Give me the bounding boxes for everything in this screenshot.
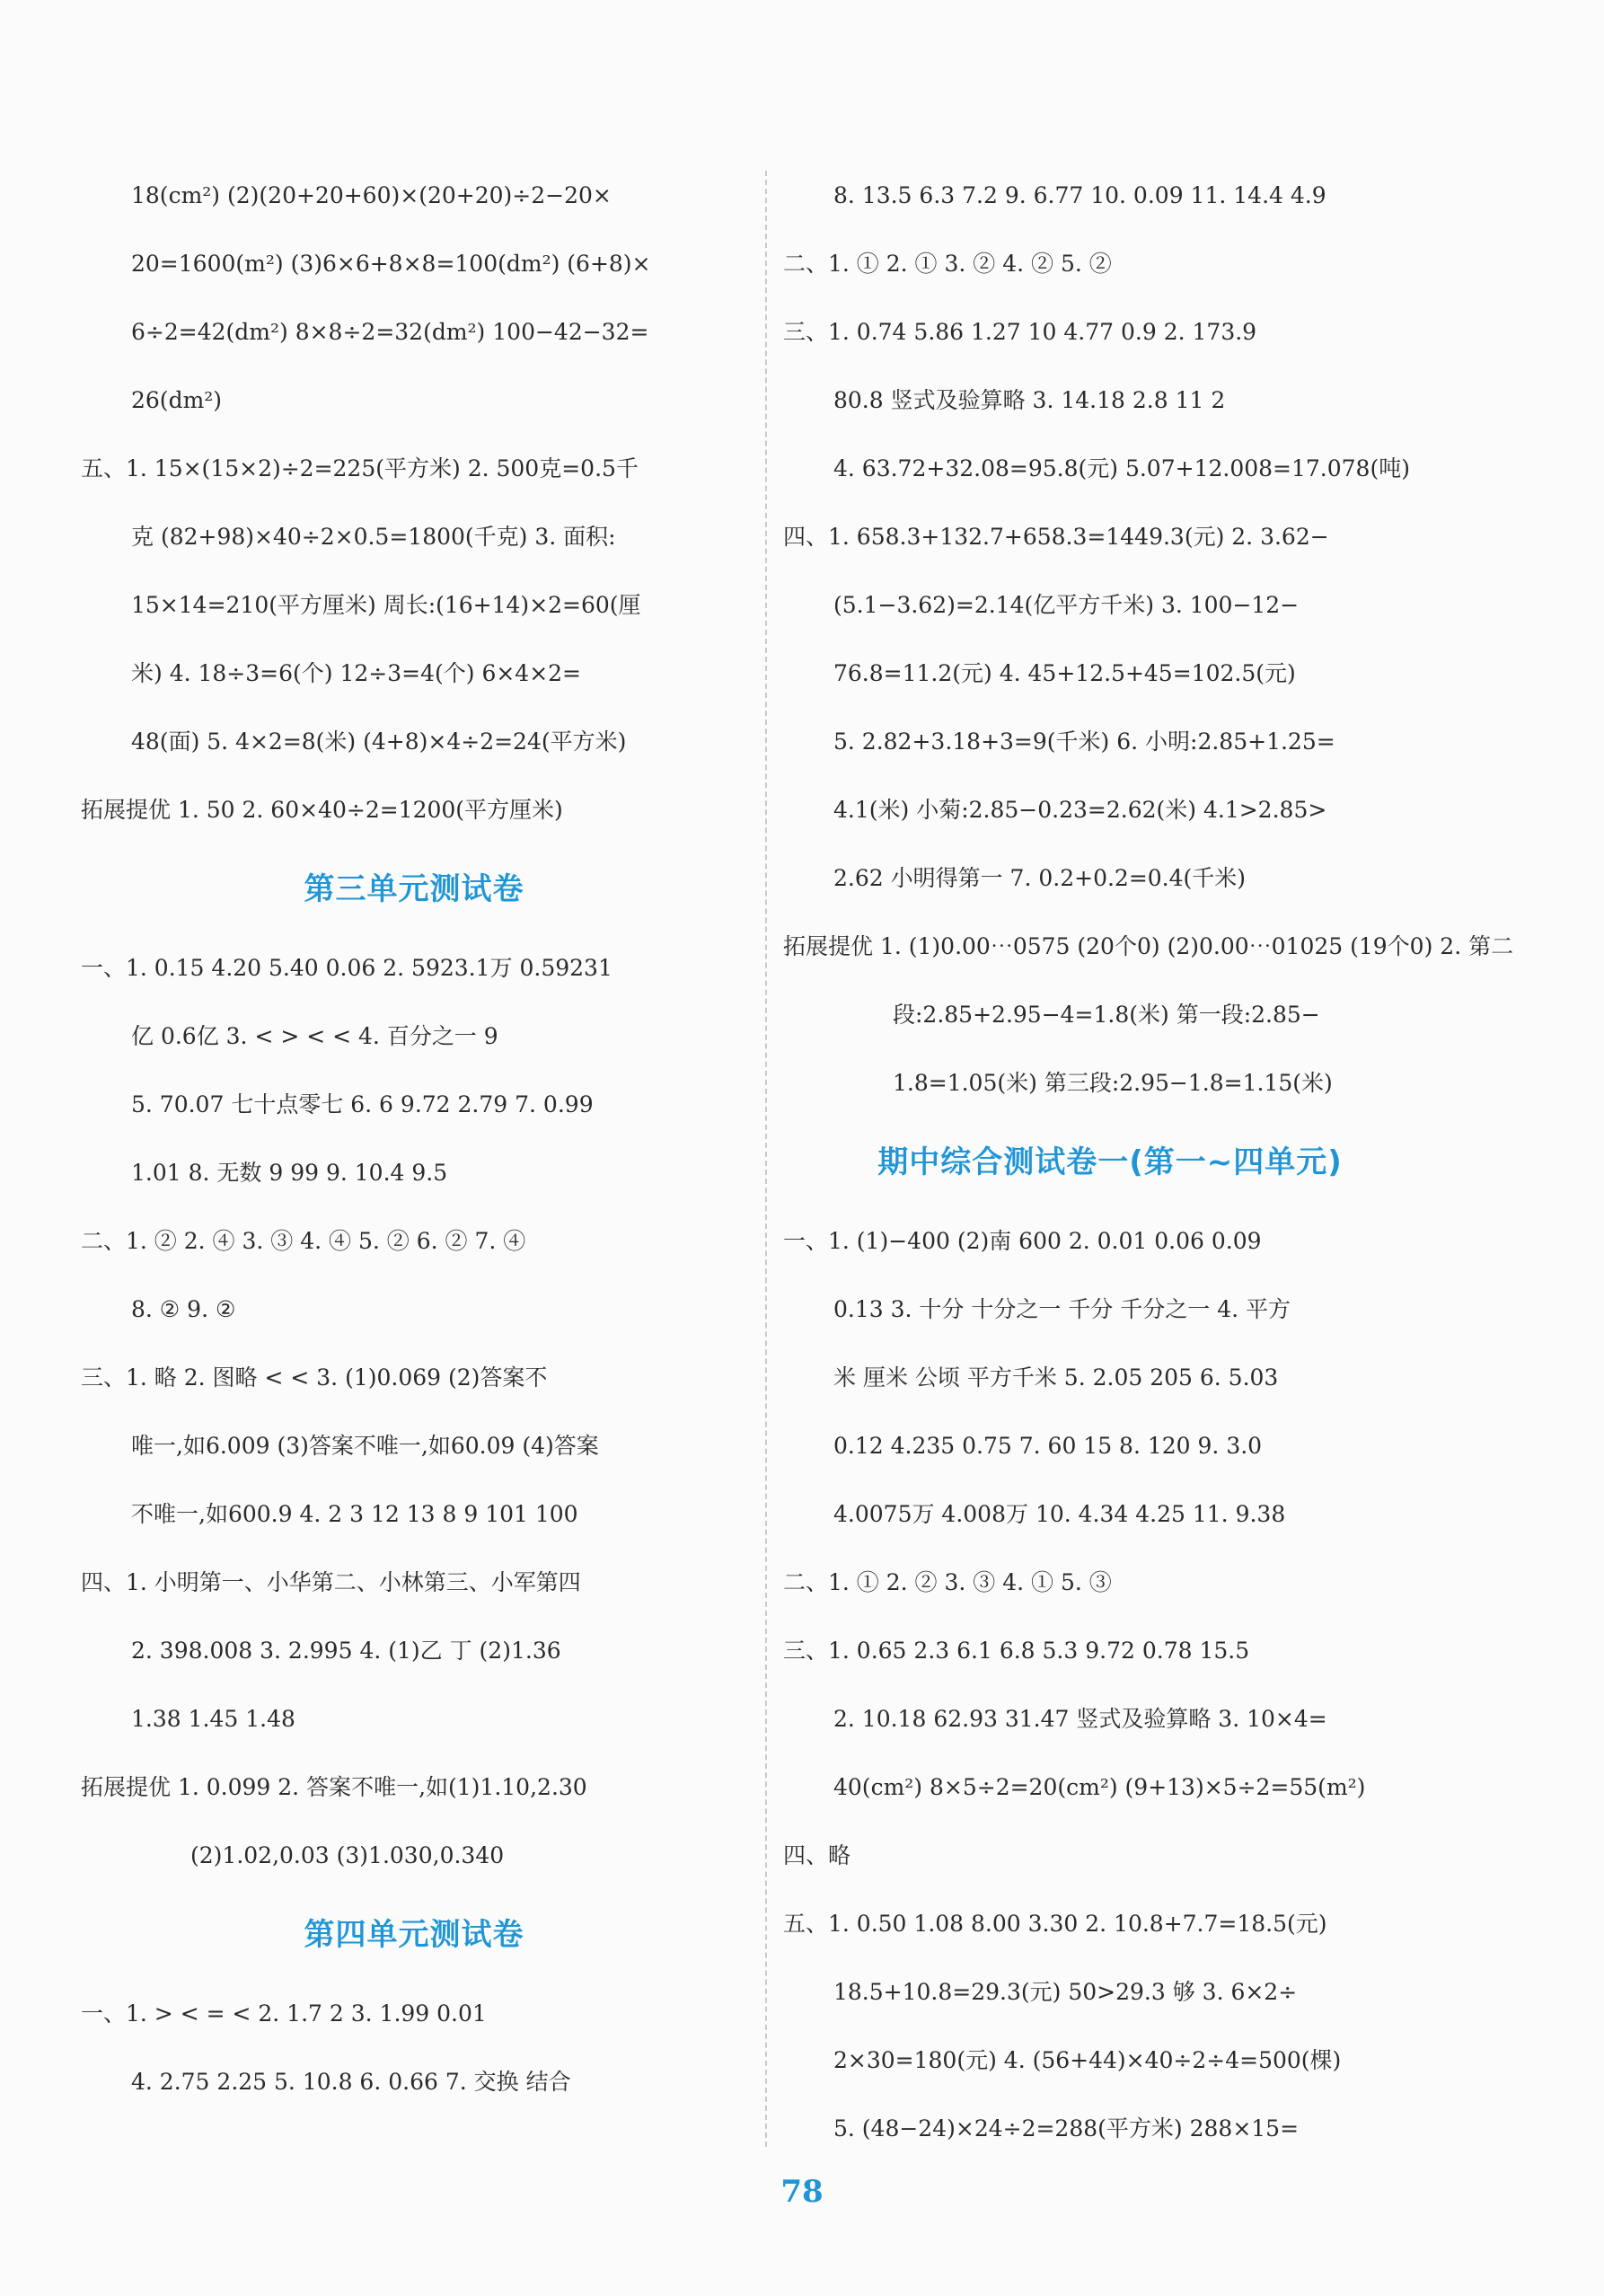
answer-line: 0.12 4.235 0.75 7. 60 15 8. 120 9. 3.0 (833, 1433, 1263, 1459)
answer-line: 8. 13.5 6.3 7.2 9. 6.77 10. 0.09 11. 14.4 4.9 (833, 182, 1326, 208)
answer-line: 三、1. 0.74 5.86 1.27 10 4.77 0.9 2. 173.9 (783, 319, 1257, 345)
answer-line: 40(cm²) 8×5÷2=20(cm²) (9+13)×5÷2=55(m²) (833, 1774, 1366, 1800)
answer-line: 克 (82+98)×40÷2×0.5=1800(千克) 3. 面积: (131, 524, 616, 550)
answer-line: 5. (48−24)×24÷2=288(平方米) 288×15= (833, 2115, 1300, 2141)
answer-line: 亿 0.6亿 3. < > < < 4. 百分之一 9 (131, 1023, 498, 1049)
answer-line: 三、1. 0.65 2.3 6.1 6.8 5.3 9.72 0.78 15.5 (783, 1638, 1250, 1664)
answer-line: 四、略 (783, 1842, 851, 1868)
answer-line: 80.8 竖式及验算略 3. 14.18 2.8 11 2 (833, 387, 1226, 413)
answer-line: 5. 70.07 七十点零七 6. 6 9.72 2.79 7. 0.99 (131, 1091, 594, 1117)
answer-line: 76.8=11.2(元) 4. 45+12.5+45=102.5(元) (833, 660, 1296, 686)
answer-line: 4.0075万 4.008万 10. 4.34 4.25 11. 9.38 (833, 1501, 1286, 1527)
answer-line: 五、1. 15×(15×2)÷2=225(平方米) 2. 500克=0.5千 (81, 455, 639, 481)
answer-line: 2.62 小明得第一 7. 0.2+0.2=0.4(千米) (833, 865, 1247, 891)
answer-line: 一、1. 0.15 4.20 5.40 0.06 2. 5923.1万 0.59231 (81, 955, 613, 981)
answer-line: 三、1. 略 2. 图略 < < 3. (1)0.069 (2)答案不 (81, 1364, 548, 1391)
right-column (783, 162, 1514, 2163)
answer-line: 米) 4. 18÷3=6(个) 12÷3=4(个) 6×4×2= (131, 660, 582, 686)
answer-line: 2. 398.008 3. 2.995 4. (1)乙 丁 (2)1.36 (131, 1638, 561, 1664)
answer-line: 一、1. (1)−400 (2)南 600 2. 0.01 0.06 0.09 (783, 1228, 1262, 1254)
answer-line: 18(cm²) (2)(20+20+60)×(20+20)÷2−20× (131, 182, 612, 208)
section-title: 第三单元测试卷 (304, 871, 524, 907)
answer-line: 2×30=180(元) 4. (56+44)×40÷2÷4=500(棵) (833, 2047, 1342, 2073)
answer-line: 4.1(米) 小菊:2.85−0.23=2.62(米) 4.1>2.85> (833, 797, 1327, 823)
answer-line: 二、1. ② 2. ④ 3. ③ 4. ④ 5. ② 6. ② 7. ④ (81, 1228, 526, 1254)
page-number: 78 (780, 2174, 824, 2210)
left-column (81, 162, 747, 2116)
answer-line: 26(dm²) (131, 387, 223, 413)
answer-line: 1.8=1.05(米) 第三段:2.95−1.8=1.15(米) (893, 1070, 1333, 1096)
answer-line: 6÷2=42(dm²) 8×8÷2=32(dm²) 100−42−32= (131, 319, 649, 345)
answer-line: 二、1. ① 2. ② 3. ③ 4. ① 5. ③ (783, 1569, 1112, 1595)
column-divider (765, 171, 767, 2147)
answer-line: 拓展提优 1. 50 2. 60×40÷2=1200(平方厘米) (81, 797, 563, 823)
answer-line: 20=1600(m²) (3)6×6+8×8=100(dm²) (6+8)× (131, 251, 651, 277)
answer-line: 一、1. > < = < 2. 1.7 2 3. 1.99 0.01 (81, 2000, 487, 2027)
answer-line: 18.5+10.8=29.3(元) 50>29.3 够 3. 6×2÷ (833, 1979, 1298, 2005)
answer-line: 拓展提优 1. (1)0.00⋯0575 (20个0) (2)0.00⋯01025 (19个0) 2. 第二 (783, 933, 1514, 959)
answer-line: 15×14=210(平方厘米) 周长:(16+14)×2=60(厘 (131, 592, 641, 618)
answer-line: 2. 10.18 62.93 31.47 竖式及验算略 3. 10×4= (833, 1706, 1327, 1732)
section-title: 第四单元测试卷 (304, 1917, 524, 1953)
answer-line: 8. ② 9. ② (131, 1296, 236, 1322)
answer-line: 4. 2.75 2.25 5. 10.8 6. 0.66 7. 交换 结合 (131, 2069, 571, 2095)
answer-line: 四、1. 658.3+132.7+658.3=1449.3(元) 2. 3.62− (783, 524, 1329, 550)
answer-line: 二、1. ① 2. ① 3. ② 4. ② 5. ② (783, 251, 1112, 277)
answer-line: 拓展提优 1. 0.099 2. 答案不唯一,如(1)1.10,2.30 (81, 1774, 587, 1800)
answer-line: 1.38 1.45 1.48 (131, 1706, 295, 1732)
answer-line: 1.01 8. 无数 9 99 9. 10.4 9.5 (131, 1160, 448, 1186)
answer-line: 唯一,如6.009 (3)答案不唯一,如60.09 (4)答案 (131, 1433, 599, 1459)
answer-line: 米 厘米 公顷 平方千米 5. 2.05 205 6. 5.03 (833, 1364, 1279, 1391)
answer-line: 0.13 3. 十分 十分之一 千分 千分之一 4. 平方 (833, 1296, 1291, 1322)
answer-line: 不唯一,如600.9 4. 2 3 12 13 8 9 101 100 (131, 1501, 578, 1527)
section-title: 期中综合测试卷一(第一~四单元) (877, 1144, 1343, 1180)
answer-line: 4. 63.72+32.08=95.8(元) 5.07+12.008=17.078(吨) (833, 455, 1410, 481)
answer-line: 五、1. 0.50 1.08 8.00 3.30 2. 10.8+7.7=18.5(元) (783, 1911, 1327, 1937)
answer-line: 四、1. 小明第一、小华第二、小林第三、小军第四 (81, 1569, 581, 1595)
answer-line: 48(面) 5. 4×2=8(米) (4+8)×4÷2=24(平方米) (131, 729, 627, 755)
answer-line: 5. 2.82+3.18+3=9(千米) 6. 小明:2.85+1.25= (833, 729, 1335, 755)
answer-line: (5.1−3.62)=2.14(亿平方千米) 3. 100−12− (833, 592, 1300, 618)
answer-line: (2)1.02,0.03 (3)1.030,0.340 (190, 1842, 505, 1868)
answer-line: 段:2.85+2.95−4=1.8(米) 第一段:2.85− (893, 1002, 1320, 1028)
